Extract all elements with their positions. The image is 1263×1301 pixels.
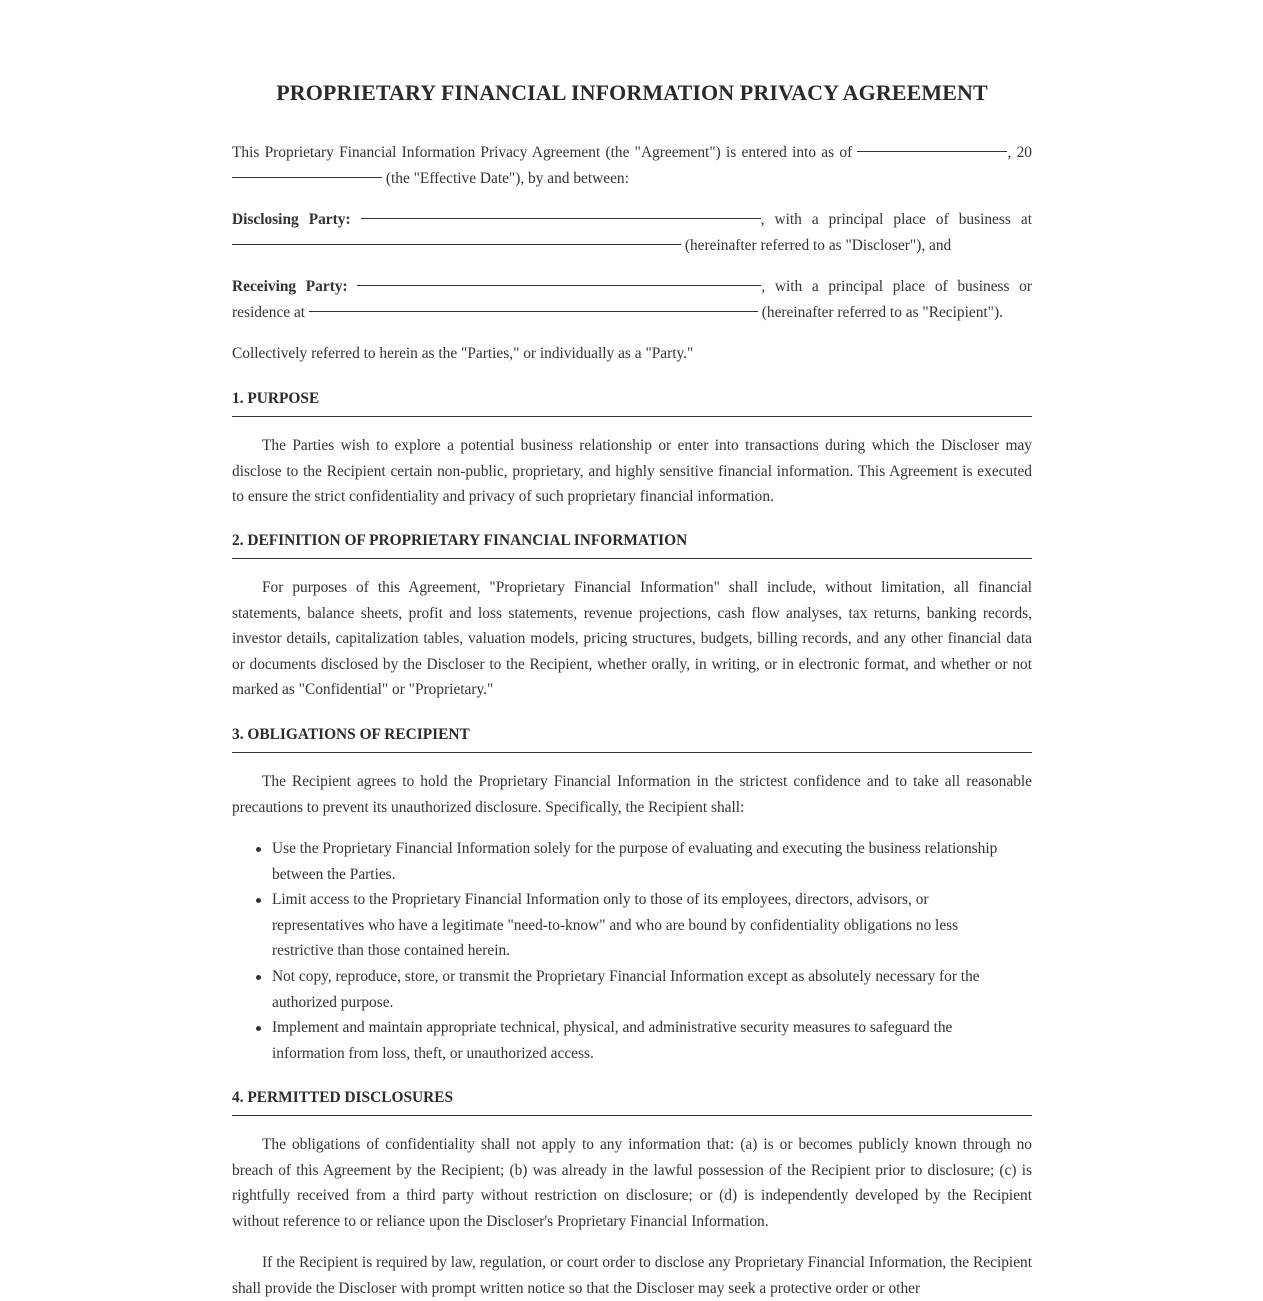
receiving-party-label: Receiving Party: (232, 278, 348, 295)
disclosing-text-b: (hereinafter referred to as "Discloser"), and (684, 236, 952, 254)
year-prefix: 20 (1016, 144, 1032, 161)
section-2-body: For purposes of this Agreement, "Proprietary Financial Information" shall include, without limitation, all financial statements, balance sheets, profit and loss statements, revenue projections, cash flow analyses, tax returns, banking records, investor details, capitalization tables, valuation models, pricing structures, budgets, billing records, and any other financial data or documents disclosed by the Discloser to the Recipient, whether orally, in writing, or in electronic format, and whether or not marked as "Confidential" or "Proprietary." (232, 579, 1032, 699)
section-4-body-2: If the Recipient is required by law, regulation, or court order to disclose any Proprietary Financial Information, the Recipient shall provide the Discloser with prompt written notice so that the Discloser may seek a protective order or other (232, 1254, 1032, 1297)
collective-paragraph: Collectively referred to herein as the "Parties," or individually as a "Party." (232, 345, 694, 362)
section-3-body: The Recipient agrees to hold the Proprietary Financial Information in the strictest confidence and to take all reasonable precautions to prevent its unauthorized disclosure. Specifically, the Recipient shall: (232, 773, 1032, 816)
list-item: Limit access to the Proprietary Financial Information only to those of its employees, directors, advisors, or representatives who have a legitimate "need-to-know" and who are bound by confidentiality obligations no less restrictive than those contained herein. (232, 887, 1032, 964)
section-2-heading: 2. DEFINITION OF PROPRIETARY FINANCIAL INFORMATION (232, 530, 1032, 559)
disclosing-address-blank[interactable] (232, 244, 681, 245)
document-title: PROPRIETARY FINANCIAL INFORMATION PRIVACY AGREEMENT (276, 80, 988, 105)
disclosing-party-label: Disclosing Party: (232, 211, 351, 228)
list-item: Implement and maintain appropriate technical, physical, and administrative security measures to safeguard the information from loss, theft, or unauthorized access. (232, 1015, 1032, 1066)
receiving-text-a: , with a principal place of business or (761, 278, 1032, 295)
receiving-text-b: residence at (232, 303, 306, 321)
intro-text-a: This Proprietary Financial Information Privacy Agreement (the "Agreement") is entered into as of (232, 144, 853, 161)
section-4-body: The obligations of confidentiality shall not apply to any information that: (a) is or becomes publicly known through no breach of this Agreement by the Recipient; (b) was already in the lawful possession of the Recipient prior to disclosure; (c) is rightfully received from a third party without restriction on disclosure; or (d) is independently developed by the Recipient without reference to or reliance upon the Discloser's Proprietary Financial Information. (232, 1136, 1032, 1230)
disclosing-name-blank[interactable] (361, 218, 761, 219)
obligations-list (232, 836, 1032, 1066)
date-blank[interactable] (857, 151, 1007, 152)
receiving-name-blank[interactable] (357, 285, 761, 286)
section-4-heading: 4. PERMITTED DISCLOSURES (232, 1087, 1032, 1116)
section-1-body: The Parties wish to explore a potential business relationship or enter into transactions during which the Discloser may disclose to the Recipient certain non-public, proprietary, and highly sensitive financial information. This Agreement is executed to ensure the strict confidentiality and privacy of such proprietary financial information. (232, 437, 1032, 506)
disclosing-party-paragraph (232, 207, 1032, 258)
list-item: Not copy, reproduce, store, or transmit the Proprietary Financial Information except as absolutely necessary for the authorized purpose. (232, 964, 1032, 1015)
receiving-party-paragraph (232, 274, 1032, 325)
section-1-heading: 1. PURPOSE (232, 388, 1032, 417)
intro-paragraph (232, 140, 1032, 191)
section-3-heading: 3. OBLIGATIONS OF RECIPIENT (232, 724, 1032, 753)
receiving-address-blank[interactable] (309, 311, 758, 312)
list-item: Use the Proprietary Financial Information solely for the purpose of evaluating and executing the business relationship between the Parties. (232, 836, 1032, 887)
receiving-text-c: (hereinafter referred to as "Recipient"). (761, 303, 1003, 321)
intro-comma: , (1007, 144, 1012, 161)
year-blank[interactable] (232, 177, 382, 178)
disclosing-text-a: , with a principal place of business at (760, 211, 1032, 228)
intro-text-b: (the "Effective Date"), by and between: (385, 169, 629, 187)
